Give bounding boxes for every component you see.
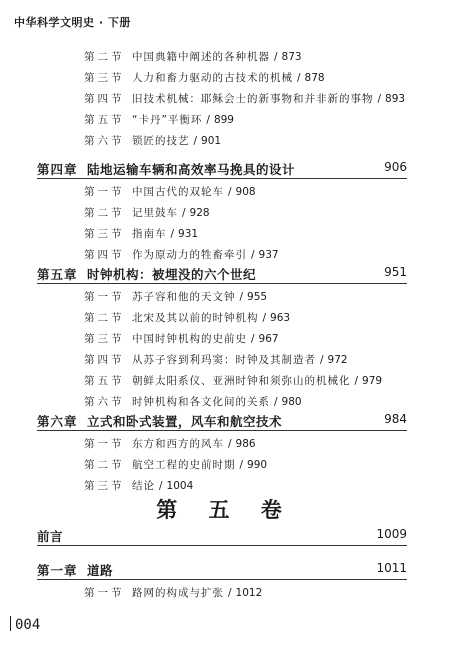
chapter-label: 第一章	[37, 563, 78, 578]
chapter-page: 984	[384, 412, 407, 426]
section-title: 时钟机构和各文化间的关系	[132, 396, 270, 408]
toc-section-item[interactable]	[84, 331, 279, 346]
toc-chapter-5[interactable]	[37, 265, 407, 283]
section-title: 人力和畜力驱动的古技术的机械	[132, 72, 293, 84]
section-label: 第四节	[84, 93, 125, 105]
toc-section-item[interactable]	[84, 585, 262, 600]
section-page: 931	[178, 228, 199, 240]
page-separator: /	[170, 228, 175, 240]
section-label: 第六节	[84, 135, 125, 147]
section-page: 873	[281, 51, 302, 63]
section-title: 苏子容和他的天文钟	[132, 291, 236, 303]
page-separator: /	[262, 312, 267, 324]
section-page: 967	[258, 333, 279, 345]
section-page: 1012	[235, 587, 263, 599]
chapter-title: 陆地运输车辆和高效率马挽具的设计	[87, 162, 296, 177]
chapter-title: 道路	[87, 563, 114, 578]
section-label: 第一节	[84, 186, 125, 198]
page-separator: /	[193, 135, 198, 147]
chapter-rule	[37, 545, 407, 546]
page-separator: /	[377, 93, 382, 105]
section-title: 结论	[132, 480, 155, 492]
section-title: “卡丹”平衡环	[132, 114, 203, 126]
section-page: 972	[327, 354, 348, 366]
toc-section-item[interactable]	[84, 373, 382, 388]
chapter-rule	[37, 579, 407, 580]
chapter-page: 1011	[376, 561, 407, 575]
chapter-title: 时钟机构：被埋没的六个世纪	[87, 267, 257, 282]
chapter-page: 906	[384, 160, 407, 174]
section-title: 指南车	[132, 228, 167, 240]
page-separator: /	[251, 249, 255, 261]
section-label: 第二节	[84, 312, 125, 324]
section-title: 北宋及其以前的时钟机构	[132, 312, 259, 324]
section-page: 901	[201, 135, 222, 147]
toc-section-item[interactable]	[84, 352, 348, 367]
section-title: 锁匠的技艺	[132, 135, 190, 147]
section-label: 第三节	[84, 228, 125, 240]
page-number-text: 004	[15, 617, 41, 633]
page-separator: /	[239, 291, 244, 303]
section-label: 第三节	[84, 333, 125, 345]
chapter-rule	[37, 283, 407, 284]
toc-section-item[interactable]	[84, 133, 221, 148]
toc-chapter-6[interactable]	[37, 412, 407, 430]
toc-section-item[interactable]	[84, 112, 234, 127]
section-page: 878	[304, 72, 325, 84]
section-label: 第一节	[84, 587, 125, 599]
toc-chapter-4[interactable]	[37, 160, 407, 178]
toc-preface[interactable]	[37, 527, 407, 545]
chapter-rule	[37, 430, 407, 431]
page-separator: /	[274, 396, 278, 408]
section-page: 990	[247, 459, 268, 471]
section-page: 899	[213, 114, 234, 126]
running-head: 中华科学文明史 · 下册	[14, 16, 131, 29]
section-label: 第三节	[84, 72, 125, 84]
section-label: 第一节	[84, 438, 125, 450]
section-page: 963	[270, 312, 291, 324]
section-label: 第二节	[84, 459, 125, 471]
page-separator: /	[206, 114, 210, 126]
section-label: 第二节	[84, 207, 125, 219]
page-separator: /	[182, 207, 186, 219]
page-separator: /	[159, 480, 163, 492]
toc-section-item[interactable]	[84, 247, 279, 262]
section-label: 第六节	[84, 396, 125, 408]
page-separator: /	[228, 438, 232, 450]
section-label: 第四节	[84, 354, 125, 366]
section-label: 第四节	[84, 249, 125, 261]
section-page: 955	[247, 291, 268, 303]
section-page: 928	[189, 207, 210, 219]
section-title: 航空工程的史前时期	[132, 459, 236, 471]
section-label: 第一节	[84, 291, 125, 303]
chapter-rule	[37, 178, 407, 179]
section-title: 作为原动力的牲畜牵引	[132, 249, 247, 261]
section-label: 第五节	[84, 375, 125, 387]
section-page: 1004	[166, 480, 194, 492]
page-separator: /	[228, 587, 232, 599]
chapter-label: 第四章	[37, 162, 78, 177]
section-page: 980	[281, 396, 302, 408]
toc-section-item[interactable]	[84, 49, 302, 64]
chapter-label: 第五章	[37, 267, 78, 282]
page-separator: /	[239, 459, 244, 471]
section-title: 中国典籍中阐述的各种机器	[132, 51, 270, 63]
section-label: 第二节	[84, 51, 125, 63]
section-page: 937	[258, 249, 279, 261]
toc-section-item[interactable]	[84, 91, 405, 106]
toc-section-item[interactable]	[84, 205, 210, 220]
page-separator: /	[228, 186, 232, 198]
section-label: 第五节	[84, 114, 125, 126]
toc-section-item[interactable]	[84, 436, 256, 451]
section-title: 中国时钟机构的史前史	[132, 333, 247, 345]
section-title: 中国古代的双轮车	[132, 186, 224, 198]
section-title: 记里鼓车	[132, 207, 178, 219]
section-page: 986	[235, 438, 256, 450]
toc-section-item[interactable]	[84, 184, 256, 199]
section-title: 朝鲜太阳系仪、亚洲时钟和须弥山的机械化	[132, 375, 351, 387]
page-number	[10, 616, 40, 633]
section-page: 893	[385, 93, 406, 105]
toc-section-item[interactable]	[84, 457, 267, 472]
section-label: 第三节	[84, 480, 125, 492]
section-title: 从苏子容到利玛窦：时钟及其制造者	[132, 354, 316, 366]
preface-page: 1009	[376, 527, 407, 541]
page-separator: /	[354, 375, 359, 387]
section-title: 路网的构成与扩张	[132, 587, 224, 599]
page-separator: /	[274, 51, 278, 63]
page-separator: /	[297, 72, 301, 84]
section-page: 979	[362, 375, 383, 387]
chapter-page: 951	[384, 265, 407, 279]
toc-section-item[interactable]	[84, 478, 193, 493]
folio-bar	[10, 616, 11, 631]
preface-title: 前言	[37, 529, 64, 544]
chapter-title: 立式和卧式装置，风车和航空技术	[87, 414, 283, 429]
chapter-label: 第六章	[37, 414, 78, 429]
section-page: 908	[235, 186, 256, 198]
page-separator: /	[320, 354, 324, 366]
toc-chapter-1[interactable]	[37, 561, 407, 579]
toc-section-item[interactable]	[84, 70, 325, 85]
section-title: 旧技术机械：耶稣会士的新事物和并非新的事物	[132, 93, 374, 105]
section-title: 东方和西方的风车	[132, 438, 224, 450]
toc-section-item[interactable]	[84, 289, 267, 304]
volume-title: 第 五 卷	[156, 497, 294, 522]
toc-section-item[interactable]	[84, 394, 302, 409]
page-separator: /	[251, 333, 255, 345]
toc-section-item[interactable]	[84, 226, 198, 241]
toc-section-item[interactable]	[84, 310, 290, 325]
